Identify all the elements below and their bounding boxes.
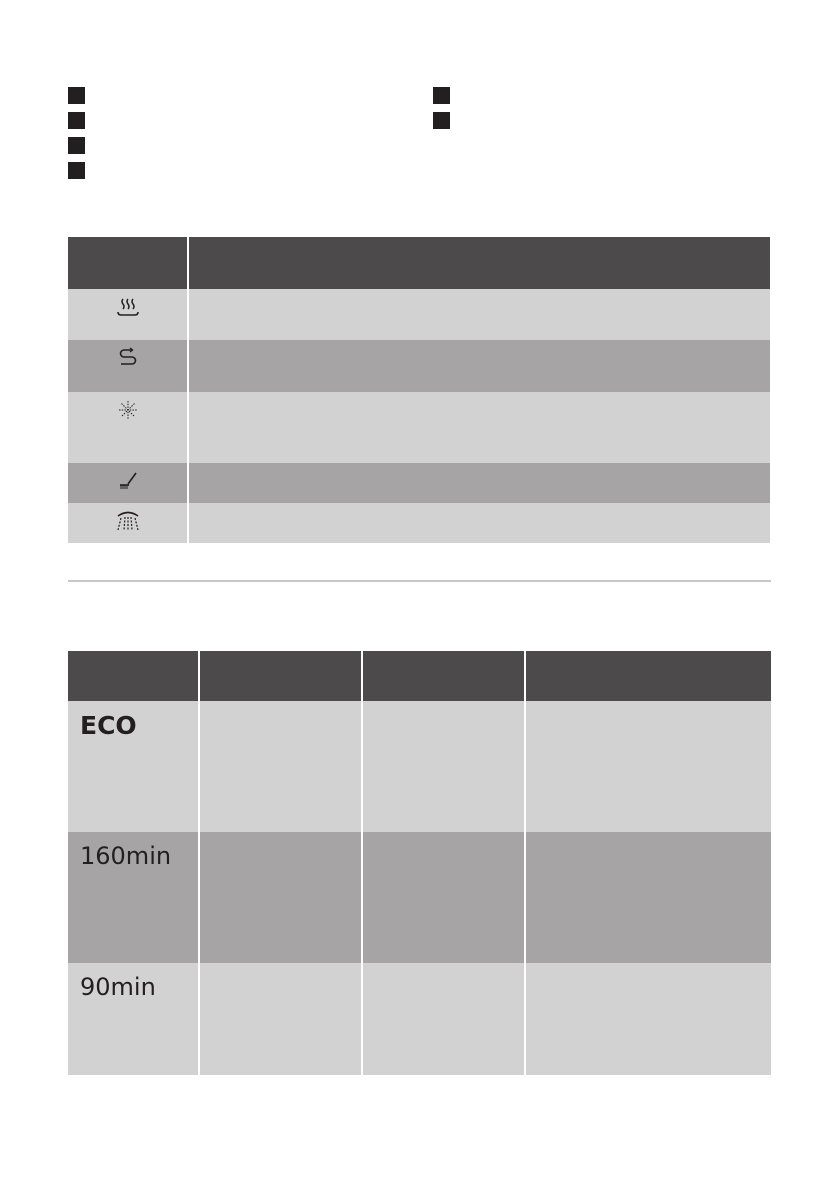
table-header-row <box>68 651 771 701</box>
table-row <box>68 503 770 543</box>
programmes-table <box>68 651 771 1075</box>
table-row <box>68 701 771 832</box>
section-divider <box>68 580 771 582</box>
rinse-aid-icon <box>117 399 139 425</box>
table-header-row <box>68 237 770 289</box>
programme-label-eco: ECO <box>80 711 137 740</box>
rinse-icon <box>117 347 139 373</box>
table-row <box>68 340 770 392</box>
legend-marker <box>68 162 85 179</box>
table-row <box>68 392 770 463</box>
options-table <box>68 237 770 543</box>
programme-label-160min: 160min <box>80 842 172 870</box>
legend-marker <box>433 87 450 104</box>
brush-icon <box>117 469 139 495</box>
table-row <box>68 289 770 340</box>
legend-marker <box>68 112 85 129</box>
drying-icon <box>116 296 140 324</box>
legend-marker <box>433 112 450 129</box>
spray-icon <box>115 509 141 537</box>
table-row <box>68 963 771 1075</box>
table-row <box>68 463 770 503</box>
legend-marker <box>68 87 85 104</box>
programme-label-90min: 90min <box>80 973 156 1001</box>
table-row <box>68 832 771 963</box>
legend-marker <box>68 137 85 154</box>
